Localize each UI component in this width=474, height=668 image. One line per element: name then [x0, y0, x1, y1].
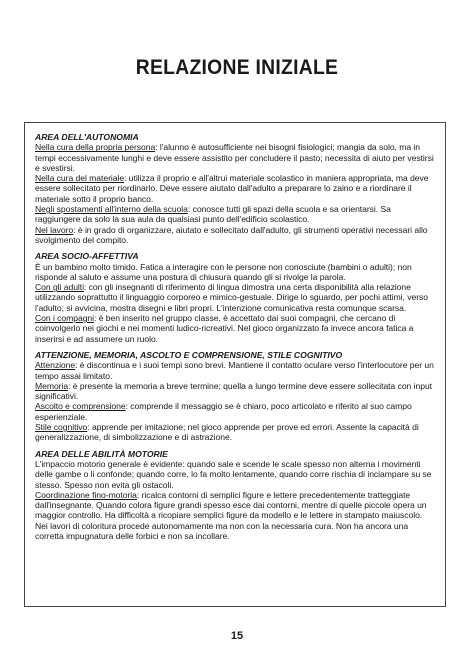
paragraph-text: Nei lavori di coloritura procede autonomamente ma non con la necessaria cura. Non ha ancora una corretta impugnatura delle forbici e non sa incollare.	[35, 520, 409, 541]
paragraph-text: : è ben inserito nel gruppo classe, è accettato dai suoi compagni, che cercano di coinvolgerlo nei giochi e nei momenti ludico-ricreativi. Nel gioco organizzato fa invece ancora fatica a inserirsi e ad assumere un ruolo.	[35, 313, 414, 344]
section-title: ATTENZIONE, MEMORIA, ASCOLTO E COMPRENSIONE, STILE COGNITIVO	[35, 349, 343, 360]
section-title: AREA DELL'AUTONOMIA	[35, 132, 139, 142]
paragraph-lead: Nel lavoro	[35, 224, 74, 235]
paragraph-text: : utilizza il proprio e all'altrui materiale scolastico in maniera appropriata, ma deve essere sollecitato per riordinarlo. Deve essere aiutato dall'adulto a preparare lo zaino e a riordinare il materiale sotto il proprio banco.	[35, 173, 429, 204]
paragraph-lead: Memoria	[35, 380, 69, 391]
paragraph	[35, 282, 437, 313]
paragraph	[35, 313, 437, 344]
paragraph	[35, 360, 437, 381]
section-socio-affettiva	[35, 251, 437, 344]
paragraph	[35, 225, 437, 246]
paragraph-text: : l'alunno è autosufficiente nei bisogni fisiologici; mangia da solo, ma in tempi eccessivamente lunghi e deve essere assistito per concludere il pasto; necessita di aiuto per vestirsi e svestirsi.	[35, 142, 434, 173]
section-title: AREA SOCIO-AFFETTIVA	[35, 251, 139, 262]
section-autonomia	[35, 132, 437, 245]
paragraph	[35, 173, 437, 204]
paragraph	[35, 262, 437, 283]
section-abilita-motorie	[35, 449, 437, 542]
paragraph-lead: Nella cura del materiale	[35, 173, 125, 184]
paragraph	[35, 204, 437, 225]
paragraph-lead: Con gli adulti	[35, 282, 84, 293]
paragraph-text: : comprende il messaggio se è chiaro, poco articolato e riferito al suo campo esperienziale.	[35, 401, 412, 422]
paragraph	[35, 521, 437, 542]
paragraph-text: : conosce tutti gli spazi della scuola e sa orientarsi. Sa raggiungere da solo la sua aula da qualsiasi punto dell'edificio scolastico.	[35, 204, 391, 225]
paragraph-lead: Ascolto e comprensione	[35, 401, 126, 412]
report-box	[24, 122, 446, 607]
paragraph	[35, 381, 437, 402]
paragraph	[35, 422, 437, 443]
page-title: RELAZIONE INIZIALE	[135, 56, 339, 79]
paragraph-text: : è in grado di organizzare, aiutato e sollecitato dall'adulto, gli strumenti operativi necessari allo svolgimento del compito.	[35, 224, 428, 245]
page-number: 15	[230, 630, 244, 642]
paragraph	[35, 401, 437, 422]
paragraph-text: L'impaccio motorio generale è evidente: quando sale e scende le scale spesso non alterna i movimenti delle gambe o li confonde; quando corre, lo fa molto lentamente, quando corre rischia di inciampare su se stesso. Spesso non evita gli ostacoli.	[35, 458, 432, 490]
paragraph	[35, 459, 437, 490]
section-attenzione-memoria	[35, 350, 437, 443]
paragraph-text: : apprende per imitazione; nel gioco apprende per prove ed errori. Assente la capacità di generalizzazione, di simbolizzazione e di astrazione.	[35, 422, 419, 443]
paragraph-lead: Attenzione	[35, 360, 76, 371]
paragraph-text: È un bambino molto timido. Fatica a interagire con le persone non conosciute (bambini o adulti); non risponde al saluto e assume una postura di chiusura quando gli si rivolge la parola.	[35, 261, 412, 282]
paragraph-lead: Coordinazione fino-motoria	[35, 489, 137, 500]
section-title: AREA DELLE ABILITÀ MOTORIE	[35, 448, 168, 459]
paragraph	[35, 490, 437, 521]
paragraph-text: : è discontinua e i suoi tempi sono brevi. Mantiene il contatto oculare verso l'interlocutore per un tempo assai limitato.	[35, 360, 434, 381]
paragraph-lead: Stile cognitivo	[35, 422, 88, 433]
paragraph-text: : ricalca contorni di semplici figure e lettere precedentemente tratteggiate dall'insegnante. Quando colora figure grandi spesso esce dai contorni, mentre di quelle piccole opera un maggior controllo. Ha difficoltà a ricopiare semplici figure da modello e le lettere in stampato maiuscolo.	[35, 489, 427, 521]
paragraph-text: : è presente la memoria a breve termine; quella a lungo termine deve essere sollecitata con input significativi.	[35, 380, 433, 402]
paragraph-lead: Nella cura della propria persona	[35, 142, 156, 153]
paragraph	[35, 142, 437, 173]
paragraph-lead: Negli spostamenti all'interno della scuola	[35, 204, 188, 215]
paragraph-lead: Con i compagni	[35, 313, 95, 324]
paragraph-text: : con gli insegnanti di riferimento di lingua dimostra una certa disponibilità alla relazione utilizzando soprattutto il linguaggio corporeo e mimico-gestuale. Dirige lo sguardo, per pochi attimi, verso l'adulto; si avvicina, mostra disegni e libri propri. L'intenzione comunicativa resta comunque scarsa.	[35, 282, 428, 313]
